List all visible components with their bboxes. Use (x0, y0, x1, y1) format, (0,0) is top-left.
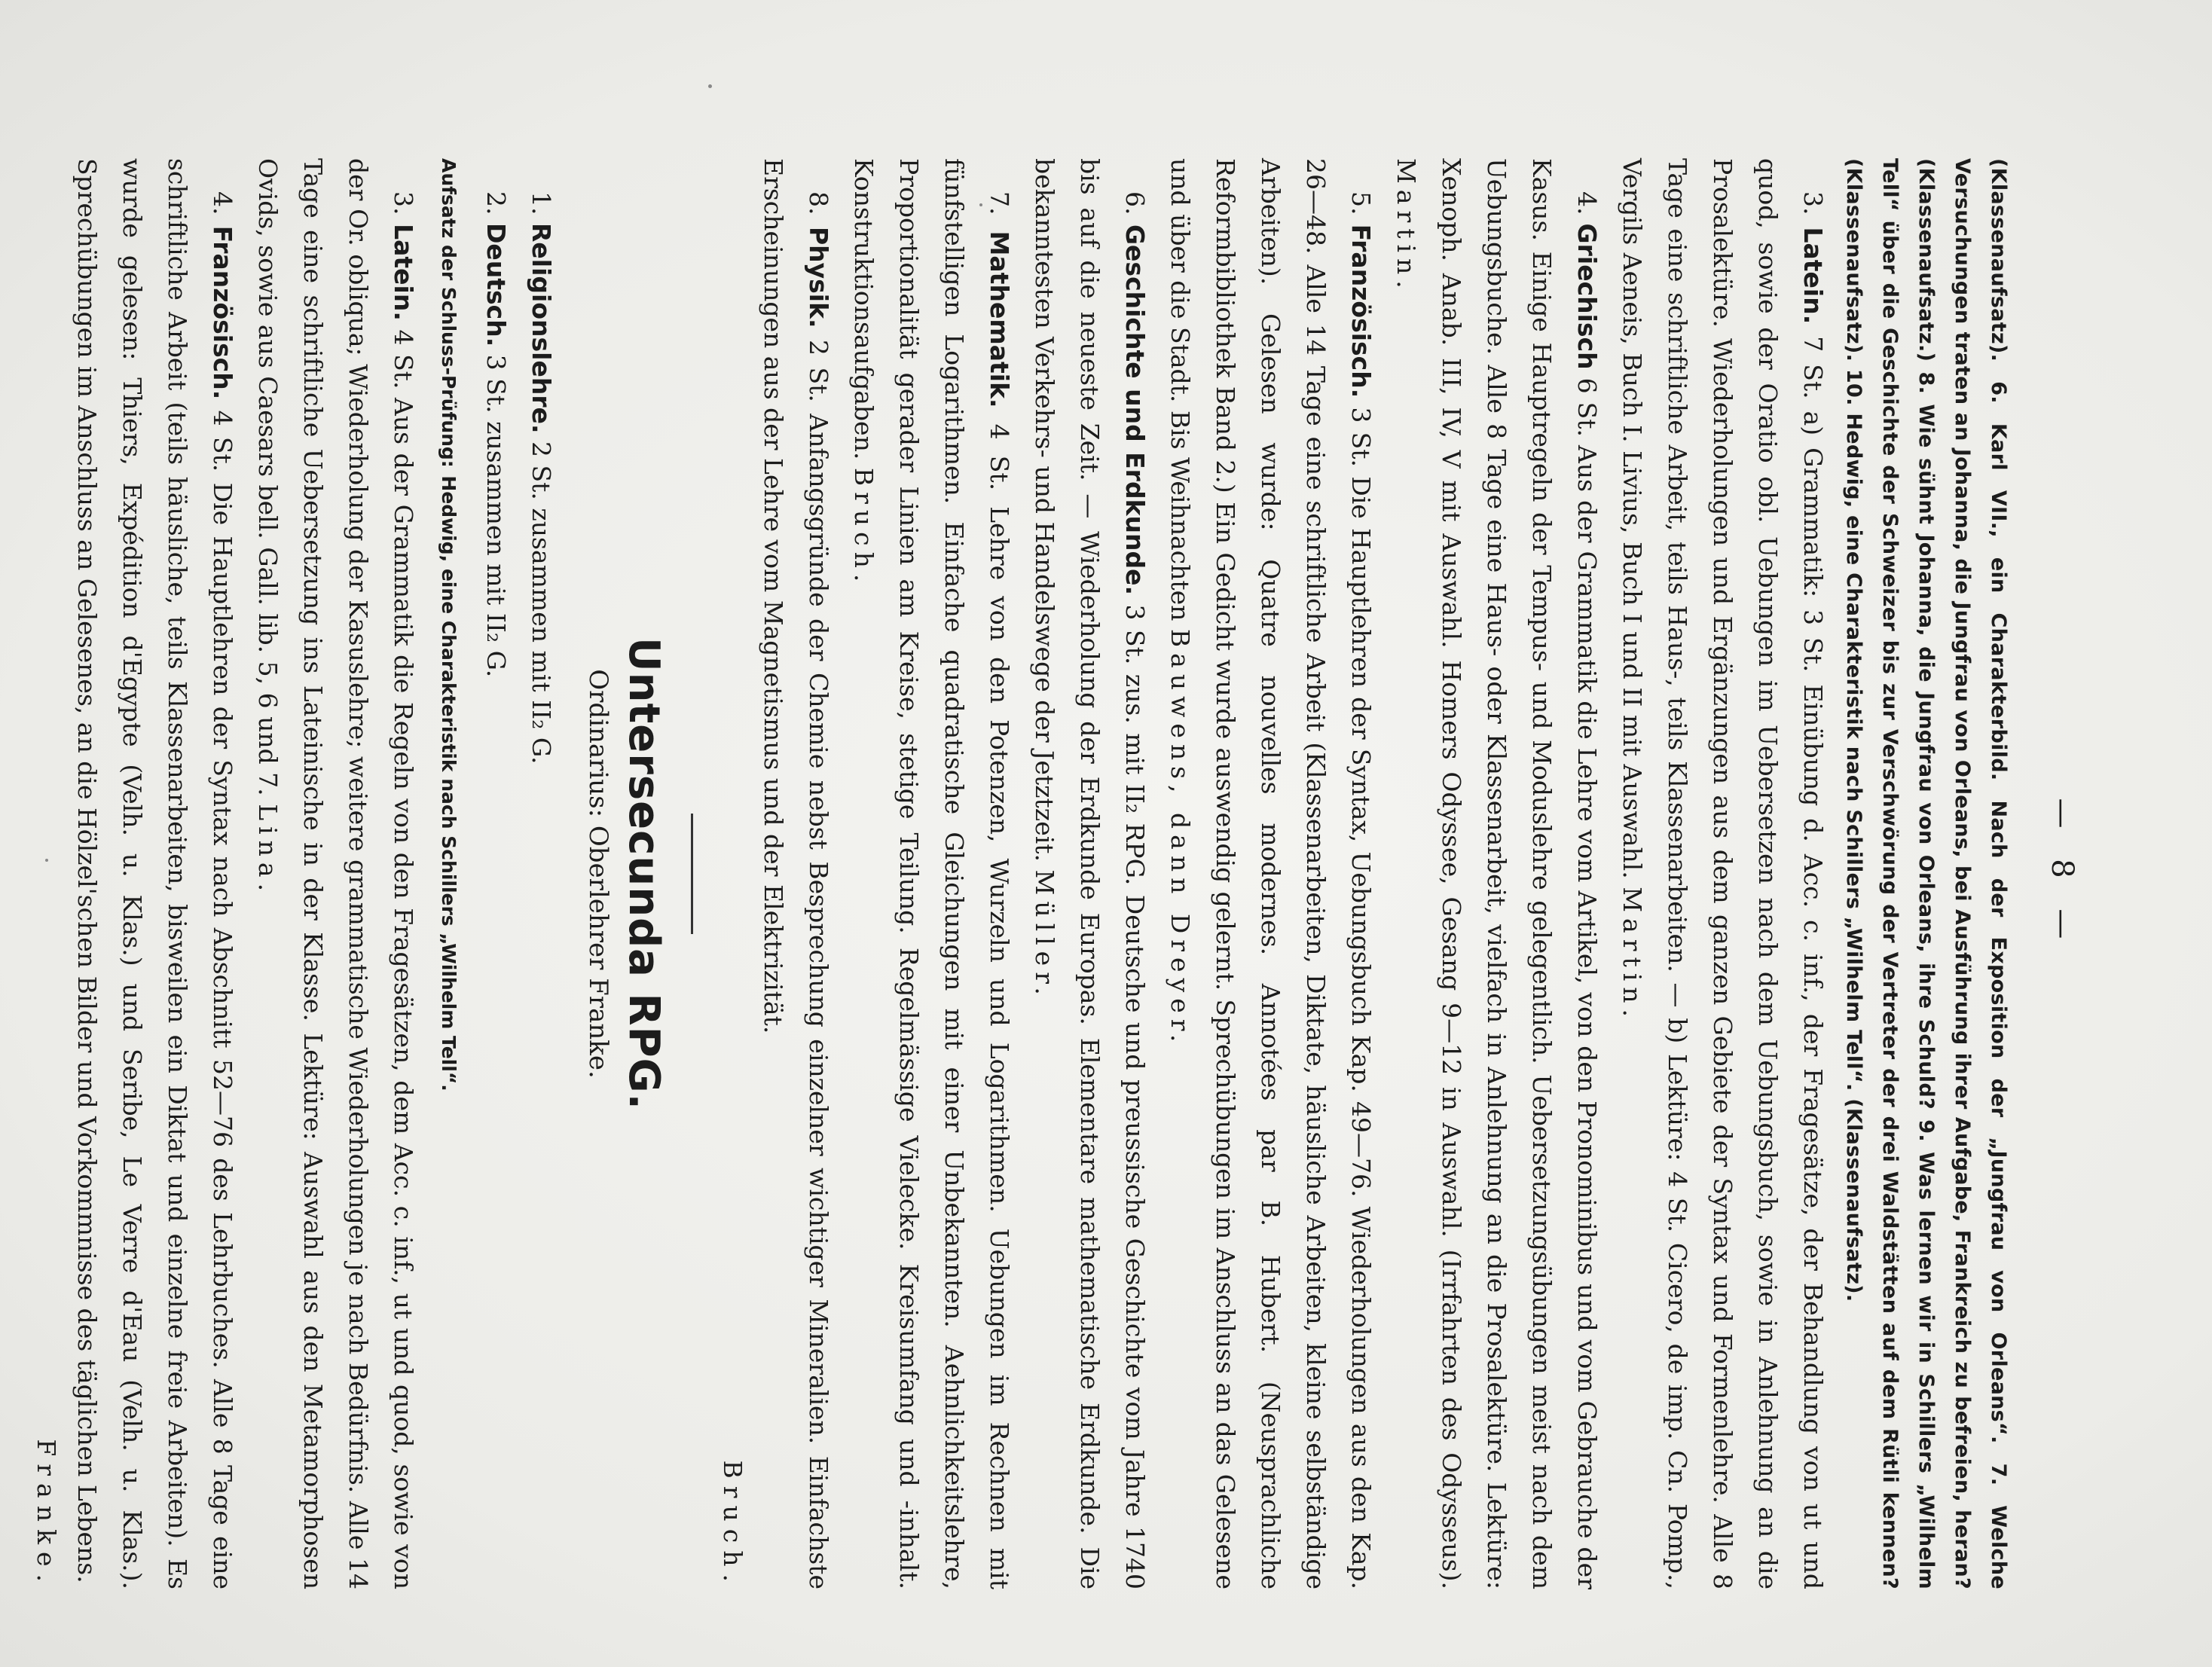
subject-paragraph-franzoesisch: 5. Französisch. 3 St. Die Hauptlehren der Syntax, Uebungsbuch Kap. 49—76. Wiederholungen aus den Kap. 26—48. Alle 14 Tage eine schriftliche Arbeit (Klassenarbeiten, Diktate, häusliche Arbeiten, kleine selbständige Arbeiten). Gelesen wurde: Quatre nouvelles modernes. Annotées par B. Hubert. (Neusprachliche Reformbibliothek Band 2.) Ein Gedicht wurde auswendig gelernt. Sprechübungen im Anschluss an das Gelesene und über die Stadt. Bis Weihnachten Bauwens, dann Dreyer. (1166, 158, 1376, 1590)
subject-heading: Griechisch (1572, 223, 1602, 370)
subject-paragraph-latein-lower: 3. Latein. 4 St. Aus der Grammatik die Regeln von den Fragesätzen, dem Acc. c. inf., ut und quod, sowie von der Or. obliqua; Wiederholung der Kasuslehre; weitere grammatische Wiederholungen je nach Bedürfnis. Alle 14 Tage eine schriftliche Uebersetzung ins Lateinische in der Klasse. Lektüre: Auswahl aus den Metamorphosen Ovids, sowie aus Caesars bell. Gall. lib. 5, 6 und 7. Lina. (253, 158, 418, 1589)
subject-text: 6 St. Aus der Grammatik die Lehre vom Artikel, von den Pronominibus und vom Gebrauche der Kasus. Einige Hauptregeln der Tempus- und Moduslehre gelegentlich. Uebersetzungsübungen meist nach dem Uebungsbuche. Alle 8 Tage eine Haus- oder Klassenarbeit, vielfach in Anlehnung an die Prosalektüre. Lektüre: Xenoph. Anab. III, IV, V mit Auswahl. Homers Odyssee, Gesang 9—12 in Auswahl. (Irrfahrten des Odysseus). (1437, 158, 1602, 1589)
rotated-document-page (32, 158, 2079, 1590)
subject-text: 3 St. zusammen mit II₂ G. (481, 354, 511, 678)
subject-text: 2 St. zusammen mit II₂ G. (527, 441, 556, 765)
subject-heading: Mathematik. (985, 231, 1014, 408)
subject-heading: Französisch. (1346, 224, 1376, 398)
subject-heading: Latein. (1798, 227, 1828, 325)
subject-paragraph-geschichte: 6. Geschichte und Erdkunde. 3 St. zus. mit II₂ RPG. Deutsche und preussische Geschichte vom Jahre 1740 bis auf die neueste Zeit. — Wiederholung der Erdkunde Europas. Elementare mathematische Erdkunde. Die bekanntesten Verkehrs- und Handelswege der Jetztzeit. Müller. (1030, 158, 1150, 1589)
teacher-name: Martin. (1392, 158, 1421, 295)
subject-heading: Französisch. (208, 225, 237, 400)
subject-paragraph-latein: 3. Latein. 7 St. a) Grammatik: 3 St. Einübung d. Acc. c. inf., der Fragesätze, der Behandlung von ut und quod, sowie der Oratio obl. Uebungen im Uebersetzen nach dem Uebungsbuch, sowie in Anlehnung an die Prosalektüre. Wiederholungen und Ergänzungen aus dem ganzen Gebiete der Syntax und Formenlehre. Alle 8 Tage eine schriftliche Arbeit, teils Haus-, teils Klassenarbeiten. — b) Lektüre: 4 St. Cicero, de imp. Cn. Pomp., Vergils Aeneis, Buch I. Livius, Buch I und II mit Auswahl. Martin. (1618, 158, 1828, 1589)
lower-class-subjects (23, 158, 564, 1589)
subject-heading: Deutsch. (481, 223, 511, 347)
subject-paragraph-mathematik: 7. Mathematik. 4 St. Lehre von den Potenzen, Wurzeln und Logarithmen. Uebungen im Rechnen mit fünfstelligen Logarithmen. Einfache quadratische Gleichungen mit einer Unbekannten. Aehnlichkeitslehre, Proportionalität gerader Linien am Kreise, stetige Teilung. Regelmässige Vielecke. Kreisumfang und -inhalt. Konstruktionsaufgaben. Bruch. (849, 158, 1014, 1589)
teacher-signature: Franke. (32, 1439, 61, 1589)
upper-class-subjects (710, 158, 1835, 1589)
teacher-name: Lina. (253, 804, 283, 898)
subject-paragraph-physik: 8. Physik. 2 St. Anfangsgründe der Chemie nebst Besprechung einzelner wichtiger Mineralien. Einfachste Erscheinungen aus der Lehre vom Magnetismus und der Elektrizität. (759, 158, 833, 1589)
subject-heading: Latein. (389, 224, 418, 321)
essay-topics-paragraph (1835, 158, 2016, 1589)
final-exam-essay (426, 158, 473, 1589)
subject-paragraph-griechisch: 4. Griechisch 6 St. Aus der Grammatik die Lehre vom Artikel, von den Pronominibus und vom Gebrauche der Kasus. Einige Hauptregeln der Tempus- und Moduslehre gelegentlich. Uebersetzungsübungen meist nach dem Uebungsbuche. Alle 8 Tage eine Haus- oder Klassenarbeit, vielfach in Anlehnung an die Prosalektüre. Lektüre: Xenoph. Anab. III, IV, V mit Auswahl. Homers Odyssee, Gesang 9—12 in Auswahl. (Irrfahrten des Odysseus). Martin. (1392, 158, 1602, 1589)
subject-line-religion: 1. Religionslehre. 2 St. zusammen mit II₂ G. (527, 191, 556, 765)
subject-heading: Religionslehre. (527, 223, 556, 434)
subject-text: 4 St. Aus der Grammatik die Regeln von den Fragesätzen, dem Acc. c. inf., ut und quod, sowie von der Or. obliqua; Wiederholung der Kasuslehre; weitere grammatische Wiederholungen je nach Bedürfnis. Alle 14 Tage eine schriftliche Uebersetzung ins Lateinische in der Klasse. Lektüre: Auswahl aus den Metamorphosen Ovids, sowie aus Caesars bell. Gall. lib. 5, 6 und 7. (253, 158, 418, 1589)
subject-text: 3 St. Die Hauptlehren der Syntax, Uebungsbuch Kap. 49—76. Wiederholungen aus den Kap. 26—48. Alle 14 Tage eine schriftliche Arbeit (Klassenarbeiten, Diktate, häusliche Arbeiten, kleine selbständige Arbeiten). Gelesen wurde: Quatre nouvelles modernes. Annotées par B. Hubert. (Neusprachliche Reformbibliothek Band 2.) Ein Gedicht wurde auswendig gelernt. Sprechübungen im Anschluss an das Gelesene und über die Stadt. Bis Weihnachten (1166, 158, 1376, 1590)
subject-heading: Geschichte und Erdkunde. (1120, 224, 1150, 596)
essay-topics-text: (Klassenaufsatz). 6. Karl VII., ein Charakterbild. Nach der Exposition der „Jungfrau von Orleans“. 7. Welche Versuchungen traten an Johanna, die Jungfrau von Orleans, bei Ausführung ihrer Aufgabe, Frankreich zu befreien, heran? (Klassenaufsatz.) 8. Wie sühnt Johanna, die Jungfrau von Orleans, ihre Schuld? 9. Was lernen wir in Schillers „Wilhelm Tell“ über die Geschichte der Schweizer bis zur Verschwörung der Vertreter der drei Waldstätten auf dem Rütli kennen? (Klassenaufsatz). 10. Hedwig, eine Charakteristik nach Schillers „Wilhelm Tell“. (Klassenaufsatz). (1842, 158, 2010, 1589)
scan-speck (708, 84, 712, 88)
section-ordinarius: Ordinarius: Oberlehrer Franke. (583, 669, 613, 1079)
essay-label: Aufsatz der Schluss-Prüfung: (438, 158, 460, 468)
page-number: — 8 — (2045, 798, 2079, 950)
subject-text: 2 St. Anfangsgründe der Chemie nebst Besprechung einzelner wichtiger Mineralien. Einfachste Erscheinungen aus der Lehre vom Magnetismus und der Elektrizität. (759, 158, 833, 1589)
section-title: Untersecunda RPG. (619, 637, 668, 1110)
subject-paragraph-franzoesisch-lower: 4. Französisch. 4 St. Die Hauptlehren der Syntax nach Abschnitt 52—76 des Lehrbuches. Alle 8 Tage eine schriftliche Arbeit (teils häusliche, teils Klassenarbeiten, bisweilen ein Diktat und einzelne freie Arbeiten). Es wurde gelesen: Thiers, Expédition d'Egypte (Velh. u. Klas.) und Seribe, Le Verre d'Eau (Velh. u. Klas.). Sprechübungen im Anschluss an Gelesenes, an die Hölzel'schen Bilder und Vorkommnisse des täglichen Lebens. (72, 158, 237, 1589)
section-divider (691, 814, 693, 934)
subject-line-deutsch: 2. Deutsch. 3 St. zusammen mit II₂ G. (481, 191, 511, 678)
subject-text: 4 St. Die Hauptlehren der Syntax nach Abschnitt 52—76 des Lehrbuches. Alle 8 Tage eine schriftliche Arbeit (teils häusliche, teils Klassenarbeiten, bisweilen ein Diktat und einzelne freie Arbeiten). Es wurde gelesen: Thiers, Expédition d'Egypte (Velh. u. Klas.) und Seribe, Le Verre d'Eau (Velh. u. Klas.). Sprechübungen im Anschluss an Gelesenes, an die Hölzel'schen Bilder und Vorkommnisse des täglichen Lebens. (72, 158, 237, 1589)
subject-heading: Physik. (804, 226, 833, 328)
subject-text: 7 St. a) Grammatik: 3 St. Einübung d. Acc. c. inf., der Fragesätze, der Behandlung von ut und quod, sowie der Oratio obl. Uebungen im Uebersetzen nach dem Uebungsbuch, sowie in Anlehnung an die Prosalektüre. Wiederholungen und Ergänzungen aus dem ganzen Gebiete der Syntax und Formenlehre. Alle 8 Tage eine schriftliche Arbeit, teils Haus-, teils Klassenarbeiten. — b) Lektüre: 4 St. Cicero, de imp. Cn. Pomp., Vergils Aeneis, Buch I. Livius, Buch I und II mit Auswahl. (1618, 158, 1828, 1589)
teacher-name: Bruch. (849, 467, 878, 588)
teacher-name: Martin. (1618, 887, 1647, 1024)
teacher-name: Müller. (1030, 869, 1059, 1001)
essay-topic: Hedwig, eine Charakteristik nach Schillers „Wilhelm Tell“. (438, 475, 460, 1091)
subject-text: 3 St. zus. mit II₂ RPG. Deutsche und preussische Geschichte vom Jahre 1740 bis auf die neueste Zeit. — Wiederholung der Erdkunde Europas. Elementare mathematische Erdkunde. Die bekanntesten Verkehrs- und Handelswege der Jetztzeit. (1030, 158, 1150, 1589)
teacher-name: Bauwens, dann Dreyer. (1166, 628, 1195, 1049)
teacher-signature: Bruch. (718, 1460, 747, 1589)
subject-text: 4 St. Lehre von den Potenzen, Wurzeln und Logarithmen. Uebungen im Rechnen mit fünfstelligen Logarithmen. Einfache quadratische Gleichungen mit einer Unbekannten. Aehnlichkeitslehre, Proportionalität gerader Linien am Kreise, stetige Teilung. Regelmässige Vielecke. Kreisumfang und -inhalt. Konstruktionsaufgaben. (849, 158, 1014, 1589)
